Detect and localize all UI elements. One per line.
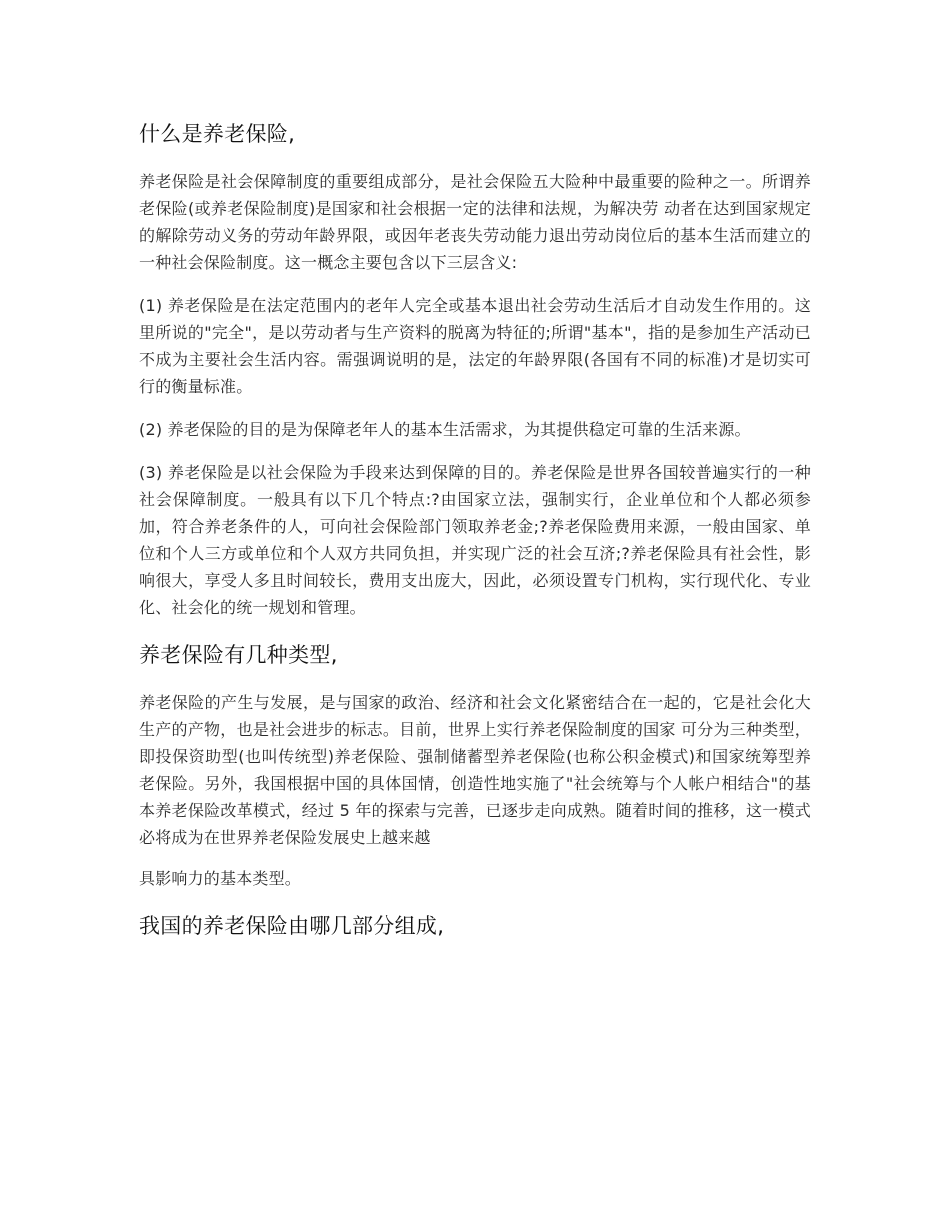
paragraph-types: 养老保险的产生与发展，是与国家的政治、经济和社会文化紧密结合在一起的，它是社会化大生产的产物，也是社会进步的标志。目前，世界上实行养老保险制度的国家 可分为三种类型，即投保资助型(也叫传统型)养老保险、强制储蓄型养老保险(也称公积金模式)和国家统筹型养老保险。另外，我国根据中国的具体国情，创造性地实施了"社会统筹与个人帐户相结合"的基本养老保险改革模式，经过 5 年的探索与完善，已逐步走向成熟。随着时间的推移，这一模式必将成为在世界养老保险发展史上越来越 bbox=[139, 693, 811, 847]
paragraph-point-3: (3) 养老保险是以社会保险为手段来达到保障的目的。养老保险是世界各国较普遍实行的一种社会保障制度。一般具有以下几个特点:?由国家立法，强制实行，企业单位和个人都必须参加，符合养老条件的人，可向社会保险部门领取养老金;?养老保险费用来源，一般由国家、单位和个人三方或单位和个人双方共同负担，并实现广泛的社会互济;?养老保险具有社会性，影响很大，享受人多且时间较长，费用支出庞大，因此，必须设置专门机构，实行现代化、专业化、社会化的统一规划和管理。 bbox=[139, 463, 811, 617]
document-page bbox=[139, 118, 811, 960]
paragraph-point-2: (2) 养老保险的目的是为保障老年人的基本生活需求，为其提供稳定可靠的生活来源。 bbox=[139, 420, 751, 439]
paragraph-types-continued: 具影响力的基本类型。 bbox=[139, 869, 302, 888]
paragraph-intro: 养老保险是社会保障制度的重要组成部分，是社会保险五大险种中最重要的险种之一。所谓养老保险(或养老保险制度)是国家和社会根据一定的法律和法规，为解决劳 动者在达到国家规定的解除劳动义务的劳动年龄界限，或因年老丧失劳动能力退出劳动岗位后的基本生活而建立的一种社会保险制度。这一概念主要包含以下三层含义: bbox=[139, 172, 811, 272]
section-heading-pension-components: 我国的养老保险由哪几部分组成, bbox=[139, 914, 445, 938]
section-heading-what-is-pension: 什么是养老保险, bbox=[139, 122, 296, 146]
section-heading-pension-types: 养老保险有几种类型, bbox=[139, 643, 338, 667]
paragraph-point-1: (1) 养老保险是在法定范围内的老年人完全或基本退出社会劳动生活后才自动发生作用的。这里所说的"完全"，是以劳动者与生产资料的脱离为特征的;所谓"基本"，指的是参加生产活动已不成为主要社会生活内容。需强调说明的是，法定的年龄界限(各国有不同的标准)才是切实可行的衡量标准。 bbox=[139, 296, 811, 396]
